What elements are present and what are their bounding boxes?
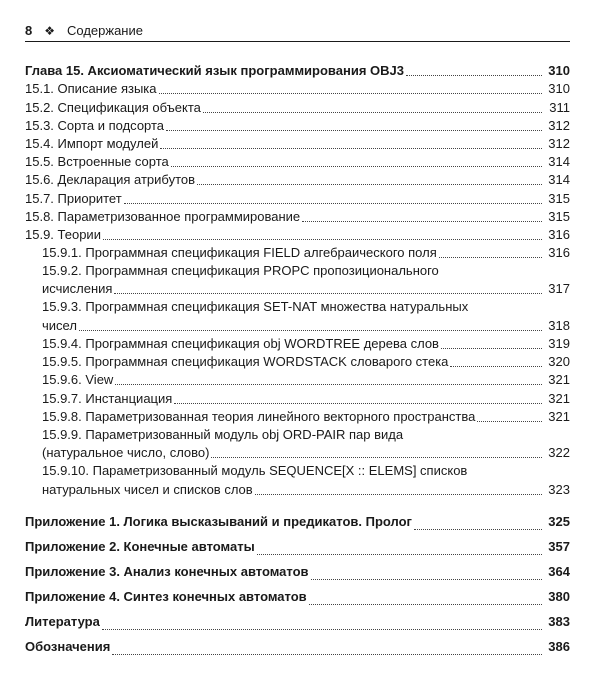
toc-entry-label: 15.5. Встроенные сорта <box>25 154 169 170</box>
leader-dots <box>439 256 542 258</box>
leader-dots <box>160 147 542 149</box>
toc-entry-label: Приложение 2. Конечные автоматы <box>25 538 255 554</box>
leader-dots <box>102 628 542 630</box>
toc-entry-page: 310 <box>548 81 570 97</box>
toc-appendix-entry[interactable] <box>25 584 570 609</box>
toc-entry-label: Приложение 1. Логика высказываний и предикатов. Пролог <box>25 513 412 529</box>
leader-dots <box>414 528 542 530</box>
toc-entry-label: Приложение 4. Синтез конечных автоматов <box>25 588 307 604</box>
toc-entry-label: 15.2. Спецификация объекта <box>25 99 201 115</box>
leader-dots <box>112 653 542 655</box>
toc-entry-label-line1: 15.9.2. Программная спецификация PROPC пропозиционального <box>42 263 439 279</box>
toc-subsection-entry[interactable] <box>25 389 570 407</box>
toc-entry-page: 386 <box>548 638 570 654</box>
toc-entry-label: 15.9.5. Программная спецификация WORDSTACK словарого стека <box>42 354 449 370</box>
leader-dots <box>441 347 542 349</box>
leader-dots <box>166 129 542 131</box>
page-number: 8 <box>25 23 33 38</box>
toc-entry-page: 364 <box>548 563 570 579</box>
toc-section-entry[interactable] <box>25 226 570 244</box>
leader-dots <box>311 578 542 580</box>
toc-entry-page: 314 <box>548 172 570 188</box>
leader-dots <box>450 365 542 367</box>
toc-section-entry[interactable] <box>25 80 570 98</box>
leader-dots <box>203 111 542 113</box>
toc-section-entry[interactable] <box>25 98 570 116</box>
toc-subsection-entry[interactable] <box>25 408 570 426</box>
toc-entry-label: исчисления <box>42 281 113 297</box>
leader-dots <box>103 238 542 240</box>
leader-dots <box>174 402 542 404</box>
toc-entry-page: 315 <box>548 208 570 224</box>
toc-appendix-entry[interactable] <box>25 634 570 659</box>
toc-subsection-entry[interactable] <box>25 335 570 353</box>
toc-entry-label: натуральных чисел и списков слов <box>42 481 253 497</box>
toc-entry-label-line1: 15.9.3. Программная спецификация SET-NAT множества натуральных <box>42 299 469 315</box>
leader-dots <box>211 456 542 458</box>
toc-entry-label: 15.9. Теории <box>25 226 101 242</box>
toc-entry-page: 311 <box>549 99 570 115</box>
toc-subsection-entry[interactable] <box>25 244 570 262</box>
leader-dots <box>124 202 542 204</box>
running-header <box>25 22 570 42</box>
toc-subsection-entry[interactable] <box>25 480 570 498</box>
toc-appendix-entry[interactable] <box>25 509 570 534</box>
leader-dots <box>79 329 542 331</box>
toc-section-entry[interactable] <box>25 208 570 226</box>
toc-subsection-entry[interactable] <box>25 371 570 389</box>
toc-entry-page: 322 <box>548 445 570 461</box>
toc-entry-page: 312 <box>548 135 570 151</box>
toc-appendix-entry[interactable] <box>25 534 570 559</box>
toc-entry-page: 318 <box>548 317 570 333</box>
toc-entry-page: 316 <box>548 226 570 242</box>
toc-entry-label: 15.9.1. Программная спецификация FIELD алгебраического поля <box>42 245 437 261</box>
toc-chapter-entry[interactable] <box>25 62 570 80</box>
toc-subsection-entry[interactable] <box>25 353 570 371</box>
toc-entry-page: 380 <box>548 588 570 604</box>
toc-entry-page: 321 <box>548 390 570 406</box>
toc-entry-page: 316 <box>548 245 570 261</box>
toc-subsection-entry[interactable] <box>25 317 570 335</box>
toc-entry-label-line1: 15.9.9. Параметризованный модуль obj ORD-PAIR пар вида <box>42 426 404 442</box>
toc-entry-label: Приложение 3. Анализ конечных автоматов <box>25 563 309 579</box>
toc-entry-page: 321 <box>548 372 570 388</box>
leader-dots <box>115 383 542 385</box>
toc-entry-page: 312 <box>548 117 570 133</box>
toc-appendix-entry[interactable] <box>25 609 570 634</box>
leader-dots <box>309 603 542 605</box>
ornament-icon: ❖ <box>44 24 55 38</box>
leader-dots <box>257 553 542 555</box>
toc-entry-page: 317 <box>548 281 570 297</box>
toc-entry-label: Литература <box>25 613 100 629</box>
toc-entry-label: (натуральное число, слово) <box>42 445 210 461</box>
toc-entry-page: 319 <box>548 336 570 351</box>
toc-section-entry[interactable] <box>25 171 570 189</box>
header-title: Содержание <box>67 23 143 38</box>
toc-appendix-entry[interactable] <box>25 559 570 584</box>
leader-dots <box>406 74 542 76</box>
toc-entry-page: 323 <box>548 481 570 497</box>
table-of-contents <box>25 62 570 659</box>
leader-dots <box>477 420 542 422</box>
toc-entry-page: 325 <box>548 513 570 529</box>
toc-entry-label: 15.7. Приоритет <box>25 190 122 206</box>
toc-entry-page: 357 <box>548 538 570 554</box>
leader-dots <box>171 165 542 167</box>
toc-entry-label: чисел <box>42 317 77 333</box>
toc-entry-label: 15.9.8. Параметризованная теория линейного векторного пространства <box>42 408 476 424</box>
toc-entry-label: 15.4. Импорт модулей <box>25 135 159 151</box>
leader-dots <box>114 292 542 294</box>
toc-entry-label: 15.9.6. View <box>42 372 114 388</box>
toc-section-entry[interactable] <box>25 153 570 171</box>
toc-entry-label: 15.9.7. Инстанциация <box>42 390 173 406</box>
toc-entry-label: 15.1. Описание языка <box>25 81 157 97</box>
leader-dots <box>197 183 542 185</box>
leader-dots <box>302 220 542 222</box>
toc-entry-label-line1: 15.9.10. Параметризованный модуль SEQUENCE[X :: ELEMS] списков <box>42 463 468 479</box>
leader-dots <box>255 493 542 495</box>
toc-entry-page: 321 <box>548 408 570 424</box>
toc-entry-page: 383 <box>548 613 570 629</box>
leader-dots <box>159 92 543 94</box>
toc-entry-label: 15.6. Декларация атрибутов <box>25 172 196 188</box>
toc-entry-page: 320 <box>548 354 570 370</box>
toc-subsection-entry[interactable] <box>25 280 570 298</box>
toc-entry-label: Обозначения <box>25 638 111 654</box>
toc-section-entry[interactable] <box>25 135 570 153</box>
toc-subsection-entry[interactable] <box>25 444 570 462</box>
toc-entry-page: 310 <box>548 63 570 79</box>
toc-entry-page: 315 <box>548 190 570 206</box>
toc-entry-label: 15.3. Сорта и подсорта <box>25 117 165 133</box>
toc-section-entry[interactable] <box>25 189 570 207</box>
toc-section-entry[interactable] <box>25 117 570 135</box>
toc-entry-label: 15.8. Параметризованное программирование <box>25 208 301 224</box>
toc-entry-page: 314 <box>548 154 570 170</box>
toc-entry-label: Глава 15. Аксиоматический язык программирования OBJ3 <box>25 63 404 79</box>
toc-entry-label: 15.9.4. Программная спецификация obj WORDTREE дерева слов <box>42 336 439 351</box>
